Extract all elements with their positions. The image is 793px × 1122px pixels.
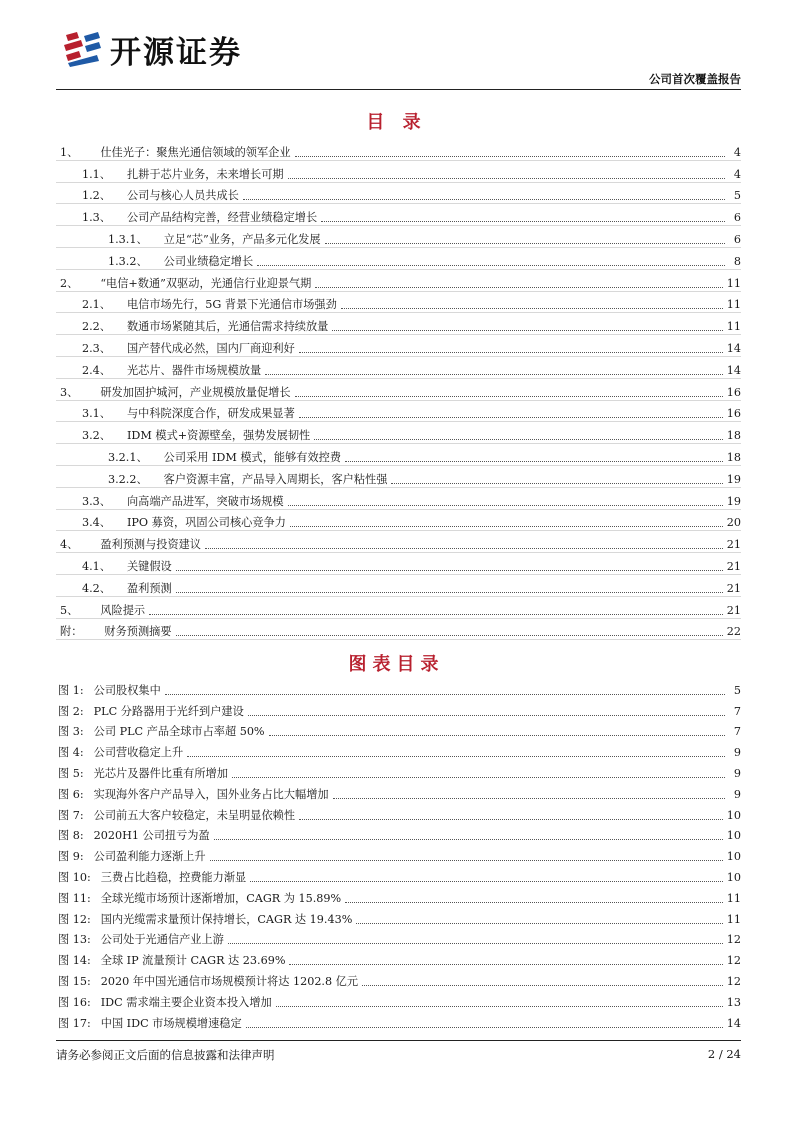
dot-leader	[288, 178, 725, 179]
figure-entry[interactable]	[56, 802, 741, 823]
figure-entry-page: 5	[733, 683, 741, 697]
figure-entry-title: 公司处于光通信产业上游	[100, 933, 224, 947]
toc-title: 目 录	[366, 112, 427, 133]
figure-entry-title: 中国 IDC 市场规模增速稳定	[100, 1016, 242, 1030]
figure-entry[interactable]	[56, 677, 741, 698]
dot-leader	[288, 505, 723, 506]
figure-entry-number: 图 4:	[58, 746, 84, 760]
dot-leader	[214, 839, 723, 840]
toc-entry-number: 2.1、	[82, 298, 111, 312]
dot-leader	[345, 461, 723, 462]
figure-entry-number: 图 12:	[58, 912, 91, 926]
toc-entry-title: 盈利预测	[126, 581, 172, 595]
figure-entry-number: 图 10:	[58, 870, 91, 884]
toc-entry-title: 向高端产品进军，突破市场规模	[126, 494, 284, 508]
figure-entry[interactable]	[56, 781, 741, 802]
toc-entry-page: 21	[726, 581, 741, 595]
dot-leader	[149, 614, 723, 615]
toc-entry-number: 3.4、	[82, 516, 111, 530]
dot-leader	[228, 943, 723, 944]
figure-entry-number: 图 15:	[58, 974, 91, 988]
dot-leader	[250, 881, 723, 882]
toc-entry[interactable]	[56, 379, 741, 401]
toc-entry-title: 公司采用 IDM 模式，能够有效控费	[163, 450, 342, 464]
figure-entry-title: 公司股权集中	[93, 683, 161, 697]
toc-entry-page: 22	[726, 625, 741, 639]
toc-entry-title: 公司业绩稳定增长	[163, 254, 254, 268]
toc-entry-title: 扎耕于芯片业务，未来增长可期	[126, 167, 284, 181]
figure-entry-page: 11	[726, 912, 741, 926]
toc-entry-number: 1、	[60, 145, 79, 159]
toc-entry-page: 11	[726, 298, 741, 312]
toc-entry-number: 附：	[60, 625, 83, 639]
toc-entry[interactable]	[56, 226, 741, 248]
figure-entry-title: 全球光缆市场预计逐渐增加，CAGR 为 15.89%	[100, 891, 342, 905]
page-indicator: 2 / 24	[707, 1047, 741, 1061]
figure-entry[interactable]	[56, 968, 741, 989]
toc-entry[interactable]	[56, 161, 741, 183]
dot-leader	[356, 923, 722, 924]
toc-list	[56, 139, 741, 640]
figure-entry-number: 图 11:	[58, 891, 91, 905]
toc-entry-page: 19	[726, 494, 741, 508]
dot-leader	[269, 735, 725, 736]
dot-leader	[341, 308, 723, 309]
figure-entry-page: 10	[726, 870, 741, 884]
dot-leader	[295, 156, 725, 157]
figure-entry[interactable]	[56, 823, 741, 844]
dot-leader	[276, 1006, 723, 1007]
toc-entry-title: 仕佳光子：聚焦光通信领域的领军企业	[100, 145, 291, 159]
toc-entry-title: 客户资源丰富，产品导入周期长，客户粘性强	[163, 472, 388, 486]
toc-entry-page: 4	[733, 167, 741, 181]
toc-entry[interactable]	[56, 204, 741, 226]
toc-entry-number: 3.1、	[82, 407, 111, 421]
dot-leader	[210, 860, 723, 861]
figure-entry-page: 7	[733, 725, 741, 739]
toc-entry-number: 3.2.1、	[108, 450, 148, 464]
figure-entry-number: 图 8:	[58, 829, 84, 843]
figure-entry-page: 9	[733, 787, 741, 801]
dot-leader	[257, 265, 725, 266]
toc-entry-page: 18	[726, 450, 741, 464]
toc-entry-title: 研发加固护城河，产业规模放量促增长	[100, 385, 291, 399]
toc-entry[interactable]	[56, 575, 741, 597]
figure-entry[interactable]	[56, 760, 741, 781]
figure-entry-number: 图 3:	[58, 725, 84, 739]
toc-entry-number: 1.3.2、	[108, 254, 148, 268]
figure-entry[interactable]	[56, 843, 741, 864]
toc-entry-title: 盈利预测与投资建议	[100, 538, 202, 552]
toc-entry-number: 1.3、	[82, 211, 111, 225]
dot-leader	[290, 526, 723, 527]
toc-entry[interactable]	[56, 357, 741, 379]
dot-leader	[332, 330, 722, 331]
toc-entry-page: 20	[726, 516, 741, 530]
figure-entry-number: 图 16:	[58, 995, 91, 1009]
figures-title: 图表目录	[348, 654, 445, 675]
figure-entry[interactable]	[56, 719, 741, 740]
logo-mark-icon	[62, 29, 102, 69]
toc-entry-page: 11	[726, 276, 741, 290]
figure-entry[interactable]	[56, 906, 741, 927]
figure-entry-title: IDC 需求端主要企业资本投入增加	[100, 995, 272, 1009]
dot-leader	[315, 287, 722, 288]
toc-entry-page: 21	[726, 559, 741, 573]
figure-entry-title: 公司营收稳定上升	[93, 746, 184, 760]
dot-leader	[205, 548, 723, 549]
footer-divider	[56, 1040, 741, 1041]
figure-entry-title: 光芯片及器件比重有所增加	[93, 766, 228, 780]
figure-entry-title: 实现海外客户产品导入，国外业务占比大幅增加	[93, 787, 329, 801]
figure-entry-number: 图 13:	[58, 933, 91, 947]
toc-entry[interactable]	[56, 619, 741, 641]
toc-entry-number: 1.3.1、	[108, 232, 148, 246]
toc-entry-number: 2.3、	[82, 341, 111, 355]
figure-entry[interactable]	[56, 947, 741, 968]
dot-leader	[176, 635, 723, 636]
toc-entry[interactable]	[56, 335, 741, 357]
figure-entry-title: 国内光缆需求量预计保持增长，CAGR 达 19.43%	[100, 912, 353, 926]
figure-entry[interactable]	[56, 989, 741, 1010]
toc-entry-number: 4.2、	[82, 581, 111, 595]
figure-entry-page: 9	[733, 766, 741, 780]
figure-entry-page: 12	[726, 933, 741, 947]
dot-leader	[295, 396, 723, 397]
dot-leader	[321, 221, 725, 222]
figure-entry-page: 7	[733, 704, 741, 718]
figures-list	[56, 677, 741, 1031]
figure-entry-title: 公司 PLC 产品全球市占率超 50%	[93, 725, 265, 739]
toc-entry-title: 公司与核心人员共成长	[126, 189, 239, 203]
toc-entry-page: 5	[733, 189, 741, 203]
toc-entry[interactable]	[56, 401, 741, 423]
toc-entry-title: 关键假设	[126, 559, 172, 573]
toc-entry[interactable]	[56, 510, 741, 532]
toc-entry-number: 3.3、	[82, 494, 111, 508]
toc-entry-page: 16	[726, 407, 741, 421]
toc-entry-title: 风险提示	[100, 603, 146, 617]
toc-entry-page: 21	[726, 603, 741, 617]
figure-entry-number: 图 6:	[58, 787, 84, 801]
figure-entry-page: 13	[726, 995, 741, 1009]
toc-entry[interactable]	[56, 292, 741, 314]
toc-entry[interactable]	[56, 531, 741, 553]
figure-entry-page: 12	[726, 974, 741, 988]
toc-entry[interactable]	[56, 248, 741, 270]
figure-entry-page: 14	[726, 1016, 741, 1030]
dot-leader	[187, 756, 725, 757]
toc-entry-number: 1.1、	[82, 167, 111, 181]
toc-entry-page: 18	[726, 429, 741, 443]
dot-leader	[176, 592, 723, 593]
figure-entry-page: 11	[726, 891, 741, 905]
dot-leader	[391, 483, 722, 484]
toc-entry-title: 与中科院深度合作，研发成果显著	[126, 407, 295, 421]
dot-leader	[248, 715, 725, 716]
toc-entry[interactable]	[56, 553, 741, 575]
dot-leader	[314, 439, 723, 440]
toc-entry-title: 公司产品结构完善，经营业绩稳定增长	[126, 211, 318, 225]
figure-entry-page: 10	[726, 808, 741, 822]
figure-entry-title: 公司盈利能力逐渐上升	[93, 850, 206, 864]
dot-leader	[246, 1027, 723, 1028]
toc-entry-number: 2、	[60, 276, 79, 290]
toc-entry-number: 2.2、	[82, 320, 111, 334]
toc-entry-title: 立足“芯”业务，产品多元化发展	[163, 232, 321, 246]
toc-entry-number: 2.4、	[82, 363, 111, 377]
figure-entry-page: 12	[726, 954, 741, 968]
figure-entry-page: 10	[726, 850, 741, 864]
toc-entry[interactable]	[56, 270, 741, 292]
toc-entry-page: 6	[733, 211, 741, 225]
toc-entry-title: IPO 募资，巩固公司核心竞争力	[126, 516, 286, 530]
toc-entry-title: 电信市场先行，5G 背景下光通信市场强劲	[126, 298, 337, 312]
figure-entry-title: 2020H1 公司扭亏为盈	[93, 829, 210, 843]
toc-entry[interactable]	[56, 422, 741, 444]
figure-entry-title: 公司前五大客户较稳定，未呈明显依赖性	[93, 808, 296, 822]
toc-entry[interactable]	[56, 488, 741, 510]
toc-entry-title: 数通市场紧随其后，光通信需求持续放量	[126, 320, 329, 334]
brand-logo	[62, 26, 242, 72]
figure-entry-number: 图 1:	[58, 683, 84, 697]
report-type: 公司首次覆盖报告	[649, 72, 741, 86]
toc-entry-page: 21	[726, 538, 741, 552]
figure-entry-number: 图 17:	[58, 1016, 91, 1030]
toc-entry-page: 19	[726, 472, 741, 486]
figure-entry[interactable]	[56, 885, 741, 906]
figure-entry-number: 图 9:	[58, 850, 84, 864]
toc-entry-number: 3.2.2、	[108, 472, 148, 486]
toc-entry-number: 3、	[60, 385, 79, 399]
figure-entry[interactable]	[56, 1010, 741, 1031]
toc-entry-page: 11	[726, 320, 741, 334]
figure-entry[interactable]	[56, 698, 741, 719]
figure-entry-number: 图 5:	[58, 766, 84, 780]
footer-disclaimer: 请务必参阅正文后面的信息披露和法律声明	[56, 1048, 275, 1062]
figure-entry-title: PLC 分路器用于光纤到户建设	[93, 704, 244, 718]
toc-entry-page: 14	[726, 341, 741, 355]
toc-entry[interactable]	[56, 466, 741, 488]
toc-entry[interactable]	[56, 313, 741, 335]
toc-entry-number: 4、	[60, 538, 79, 552]
figure-entry[interactable]	[56, 739, 741, 760]
brand-name: 开源证券	[110, 34, 242, 71]
figure-entry-page: 10	[726, 829, 741, 843]
toc-entry-page: 4	[733, 145, 741, 159]
toc-entry[interactable]	[56, 139, 741, 161]
toc-entry-number: 3.2、	[82, 429, 111, 443]
figure-entry-page: 9	[733, 746, 741, 760]
toc-entry-page: 14	[726, 363, 741, 377]
toc-entry-page: 8	[733, 254, 741, 268]
dot-leader	[243, 199, 725, 200]
toc-entry-title: 光芯片、器件市场规模放量	[126, 363, 262, 377]
dot-leader	[232, 777, 725, 778]
figure-entry[interactable]	[56, 864, 741, 885]
dot-leader	[176, 570, 723, 571]
toc-entry-title: “电信+数通”双驱动，光通信行业迎景气期	[100, 276, 312, 290]
dot-leader	[333, 798, 725, 799]
toc-entry[interactable]	[56, 597, 741, 619]
toc-entry-page: 6	[733, 232, 741, 246]
dot-leader	[325, 243, 725, 244]
toc-entry-title: 国产替代成必然，国内厂商迎利好	[126, 341, 295, 355]
figure-entry-number: 图 2:	[58, 704, 84, 718]
toc-entry-title: IDM 模式+资源壁垒，强势发展韧性	[126, 429, 311, 443]
dot-leader	[299, 352, 723, 353]
toc-entry-number: 1.2、	[82, 189, 111, 203]
toc-entry-page: 16	[726, 385, 741, 399]
dot-leader	[299, 417, 723, 418]
toc-entry-number: 4.1、	[82, 559, 111, 573]
dot-leader	[265, 374, 723, 375]
toc-entry[interactable]	[56, 444, 741, 466]
dot-leader	[362, 985, 723, 986]
figure-entry-title: 2020 年中国光通信市场规模预计将达 1202.8 亿元	[100, 974, 359, 988]
header-divider	[56, 89, 741, 90]
figure-entry-number: 图 7:	[58, 808, 84, 822]
figure-entry-number: 图 14:	[58, 954, 91, 968]
toc-entry-title: 财务预测摘要	[104, 625, 172, 639]
dot-leader	[299, 819, 723, 820]
dot-leader	[289, 964, 722, 965]
toc-entry[interactable]	[56, 183, 741, 205]
figure-entry-title: 全球 IP 流量预计 CAGR 达 23.69%	[100, 954, 286, 968]
toc-entry-number: 5、	[60, 603, 79, 617]
dot-leader	[345, 902, 723, 903]
figure-entry-title: 三费占比趋稳，控费能力渐显	[100, 870, 247, 884]
dot-leader	[165, 694, 725, 695]
figure-entry[interactable]	[56, 927, 741, 948]
